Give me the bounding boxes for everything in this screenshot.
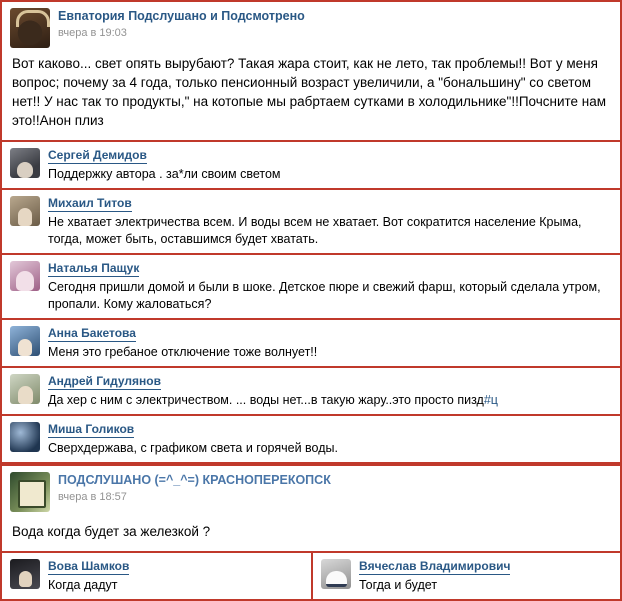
deer-avatar[interactable] — [10, 8, 50, 48]
comment-item — [0, 190, 622, 255]
comment-text: Сверхдержава, с графиком света и горячей воды. — [48, 441, 338, 455]
comment-author-link[interactable]: Вова Шамков — [48, 559, 130, 573]
post-text: Вот каково... свет опять вырубают? Такая жара стоит, как не лето, так проблемы!! Вот у меня вопрос; почему за 4 года, только пенсионный возраст увеличили, а "бональшину" со светом нет!! У нас так то продукты," на котопые мы рабртаем сутками в холодильнике"!!Почсните нам это!!Анон плиз — [12, 56, 607, 128]
comment-body — [48, 372, 612, 409]
comment-item — [0, 416, 622, 464]
user-avatar-3[interactable] — [10, 261, 40, 291]
comment-body — [48, 146, 612, 183]
comment-text-main: Да хер с ним с электричеством. ... воды нет...в такую жару..это просто пизд — [48, 393, 484, 407]
user-avatar-1[interactable] — [10, 148, 40, 178]
comment-text: Меня это гребаное отключение тоже волнует!! — [48, 345, 318, 359]
comment-body — [48, 324, 612, 361]
comment-text: Сегодня пришли домой и были в шоке. Детское пюре и свежий фарш, который сделала утром, пропали. Кому жаловаться? — [48, 280, 601, 311]
comment-text — [48, 392, 612, 409]
post-krasnoperekopsk — [0, 464, 622, 553]
comment-text: Не хватает электричества всем. И воды всем не хватает. Вот сократится население Крыма, тогда, может быть, оставшимся будет хватать. — [48, 215, 582, 246]
comment-body — [48, 194, 612, 248]
comment-item — [311, 553, 620, 599]
post-timestamp: вчера в 19:03 — [58, 27, 127, 39]
comment-body — [359, 557, 612, 594]
comment-author-link[interactable]: Вячеслав Владимирович — [359, 559, 511, 573]
user-avatar-4[interactable] — [10, 326, 40, 356]
comment-row — [0, 553, 622, 601]
comment-item — [0, 320, 622, 368]
comment-author-link[interactable]: Андрей Гидулянов — [48, 374, 161, 388]
comment-body — [48, 557, 303, 594]
post-header — [2, 466, 620, 516]
post-evpatoria — [0, 0, 622, 142]
user-avatar-6[interactable] — [10, 422, 40, 452]
comment-text: Поддержку автора . за*ли своим светом — [48, 167, 281, 181]
user-avatar-2[interactable] — [10, 196, 40, 226]
comment-text: Когда дадут — [48, 578, 118, 592]
post-header-text — [58, 472, 331, 505]
comment-body — [48, 259, 612, 313]
comment-author-link[interactable]: Сергей Демидов — [48, 148, 147, 162]
comment-author-link[interactable]: Михаил Титов — [48, 196, 132, 210]
post-header — [2, 2, 620, 52]
user-avatar-7[interactable] — [10, 559, 40, 589]
comment-item — [2, 553, 311, 599]
group-name-link[interactable]: Евпатория Подслушано и Подсмотрено — [58, 9, 305, 23]
comment-body — [48, 420, 612, 457]
comment-item — [0, 255, 622, 320]
user-avatar-5[interactable] — [10, 374, 40, 404]
group-name-link[interactable]: ПОДСЛУШАНО (=^_^=) КРАСНОПЕРЕКОПСК — [58, 473, 331, 487]
comment-text: Тогда и будет — [359, 578, 438, 592]
comment-author-link[interactable]: Анна Бакетова — [48, 326, 136, 340]
comment-item — [0, 368, 622, 416]
user-avatar-8[interactable] — [321, 559, 351, 589]
perekop-avatar[interactable] — [10, 472, 50, 512]
comment-author-link[interactable]: Миша Голиков — [48, 422, 135, 436]
hashtag-link[interactable]: #ц — [483, 393, 498, 407]
post-header-text — [58, 8, 305, 41]
comment-item — [0, 142, 622, 190]
post-text: Вода когда будет за железкой ? — [12, 524, 211, 539]
comment-author-link[interactable]: Наталья Пащук — [48, 261, 140, 275]
post-timestamp: вчера в 18:57 — [58, 491, 127, 503]
